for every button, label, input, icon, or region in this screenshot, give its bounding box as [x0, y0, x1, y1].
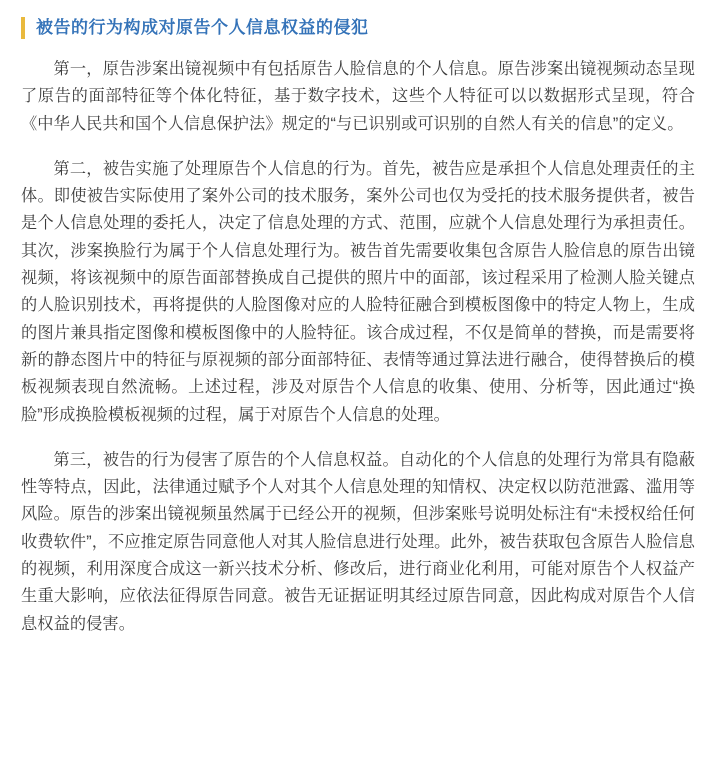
heading-accent-bar: [21, 17, 25, 39]
document-page: [0, 14, 715, 770]
page-title: 被告的行为构成对原告个人信息权益的侵犯: [36, 18, 369, 37]
paragraph-3: 第三，被告的行为侵害了原告的个人信息权益。自动化的个人信息的处理行为常具有隐蔽性等特点，因此，法律通过赋予个人对其个人信息处理的知情权、决定权以防范泄露、滥用等风险。原告的涉案出镜视频虽然属于已经公开的视频，但涉案账号说明处标注有“未授权给任何收费软件”，不应推定原告同意他人对其人脸信息进行处理。此外，被告获取包含原告人脸信息的视频，利用深度合成这一新兴技术分析、修改后，进行商业化利用，可能对原告个人权益产生重大影响，应依法征得原告同意。被告无证据证明其经过原告同意，因此构成对原告个人信息权益的侵害。: [21, 450, 695, 633]
paragraph-2: 第二，被告实施了处理原告个人信息的行为。首先，被告应是承担个人信息处理责任的主体。即使被告实际使用了案外公司的技术服务，案外公司也仅为受托的技术服务提供者，被告是个人信息处理的委托人，决定了信息处理的方式、范围，应就个人信息处理行为承担责任。其次，涉案换脸行为属于个人信息处理行为。被告首先需要收集包含原告人脸信息的原告出镜视频，将该视频中的原告面部替换成自己提供的照片中的面部，该过程采用了检测人脸关键点的人脸识别技术，再将提供的人脸图像对应的人脸特征融合到模板图像中的特定人物上，生成的图片兼具指定图像和模板图像中的人脸特征。该合成过程，不仅是简单的替换，而是需要将新的静态图片中的特征与原视频的部分面部特征、表情等通过算法进行融合，使得替换后的模板视频表现自然流畅。上述过程，涉及对原告个人信息的收集、使用、分析等，因此通过“换脸”形成换脸模板视频的过程，属于对原告个人信息的处理。: [21, 159, 695, 424]
paragraph-1: 第一，原告涉案出镜视频中有包括原告人脸信息的个人信息。原告涉案出镜视频动态呈现了原告的面部特征等个体化特征，基于数字技术，这些个人特征可以以数据形式呈现，符合《中华人民共和国个人信息保护法》规定的“与已识别或可识别的自然人有关的信息”的定义。: [21, 60, 695, 133]
section-heading: [0, 14, 715, 42]
article-body: [0, 56, 715, 638]
